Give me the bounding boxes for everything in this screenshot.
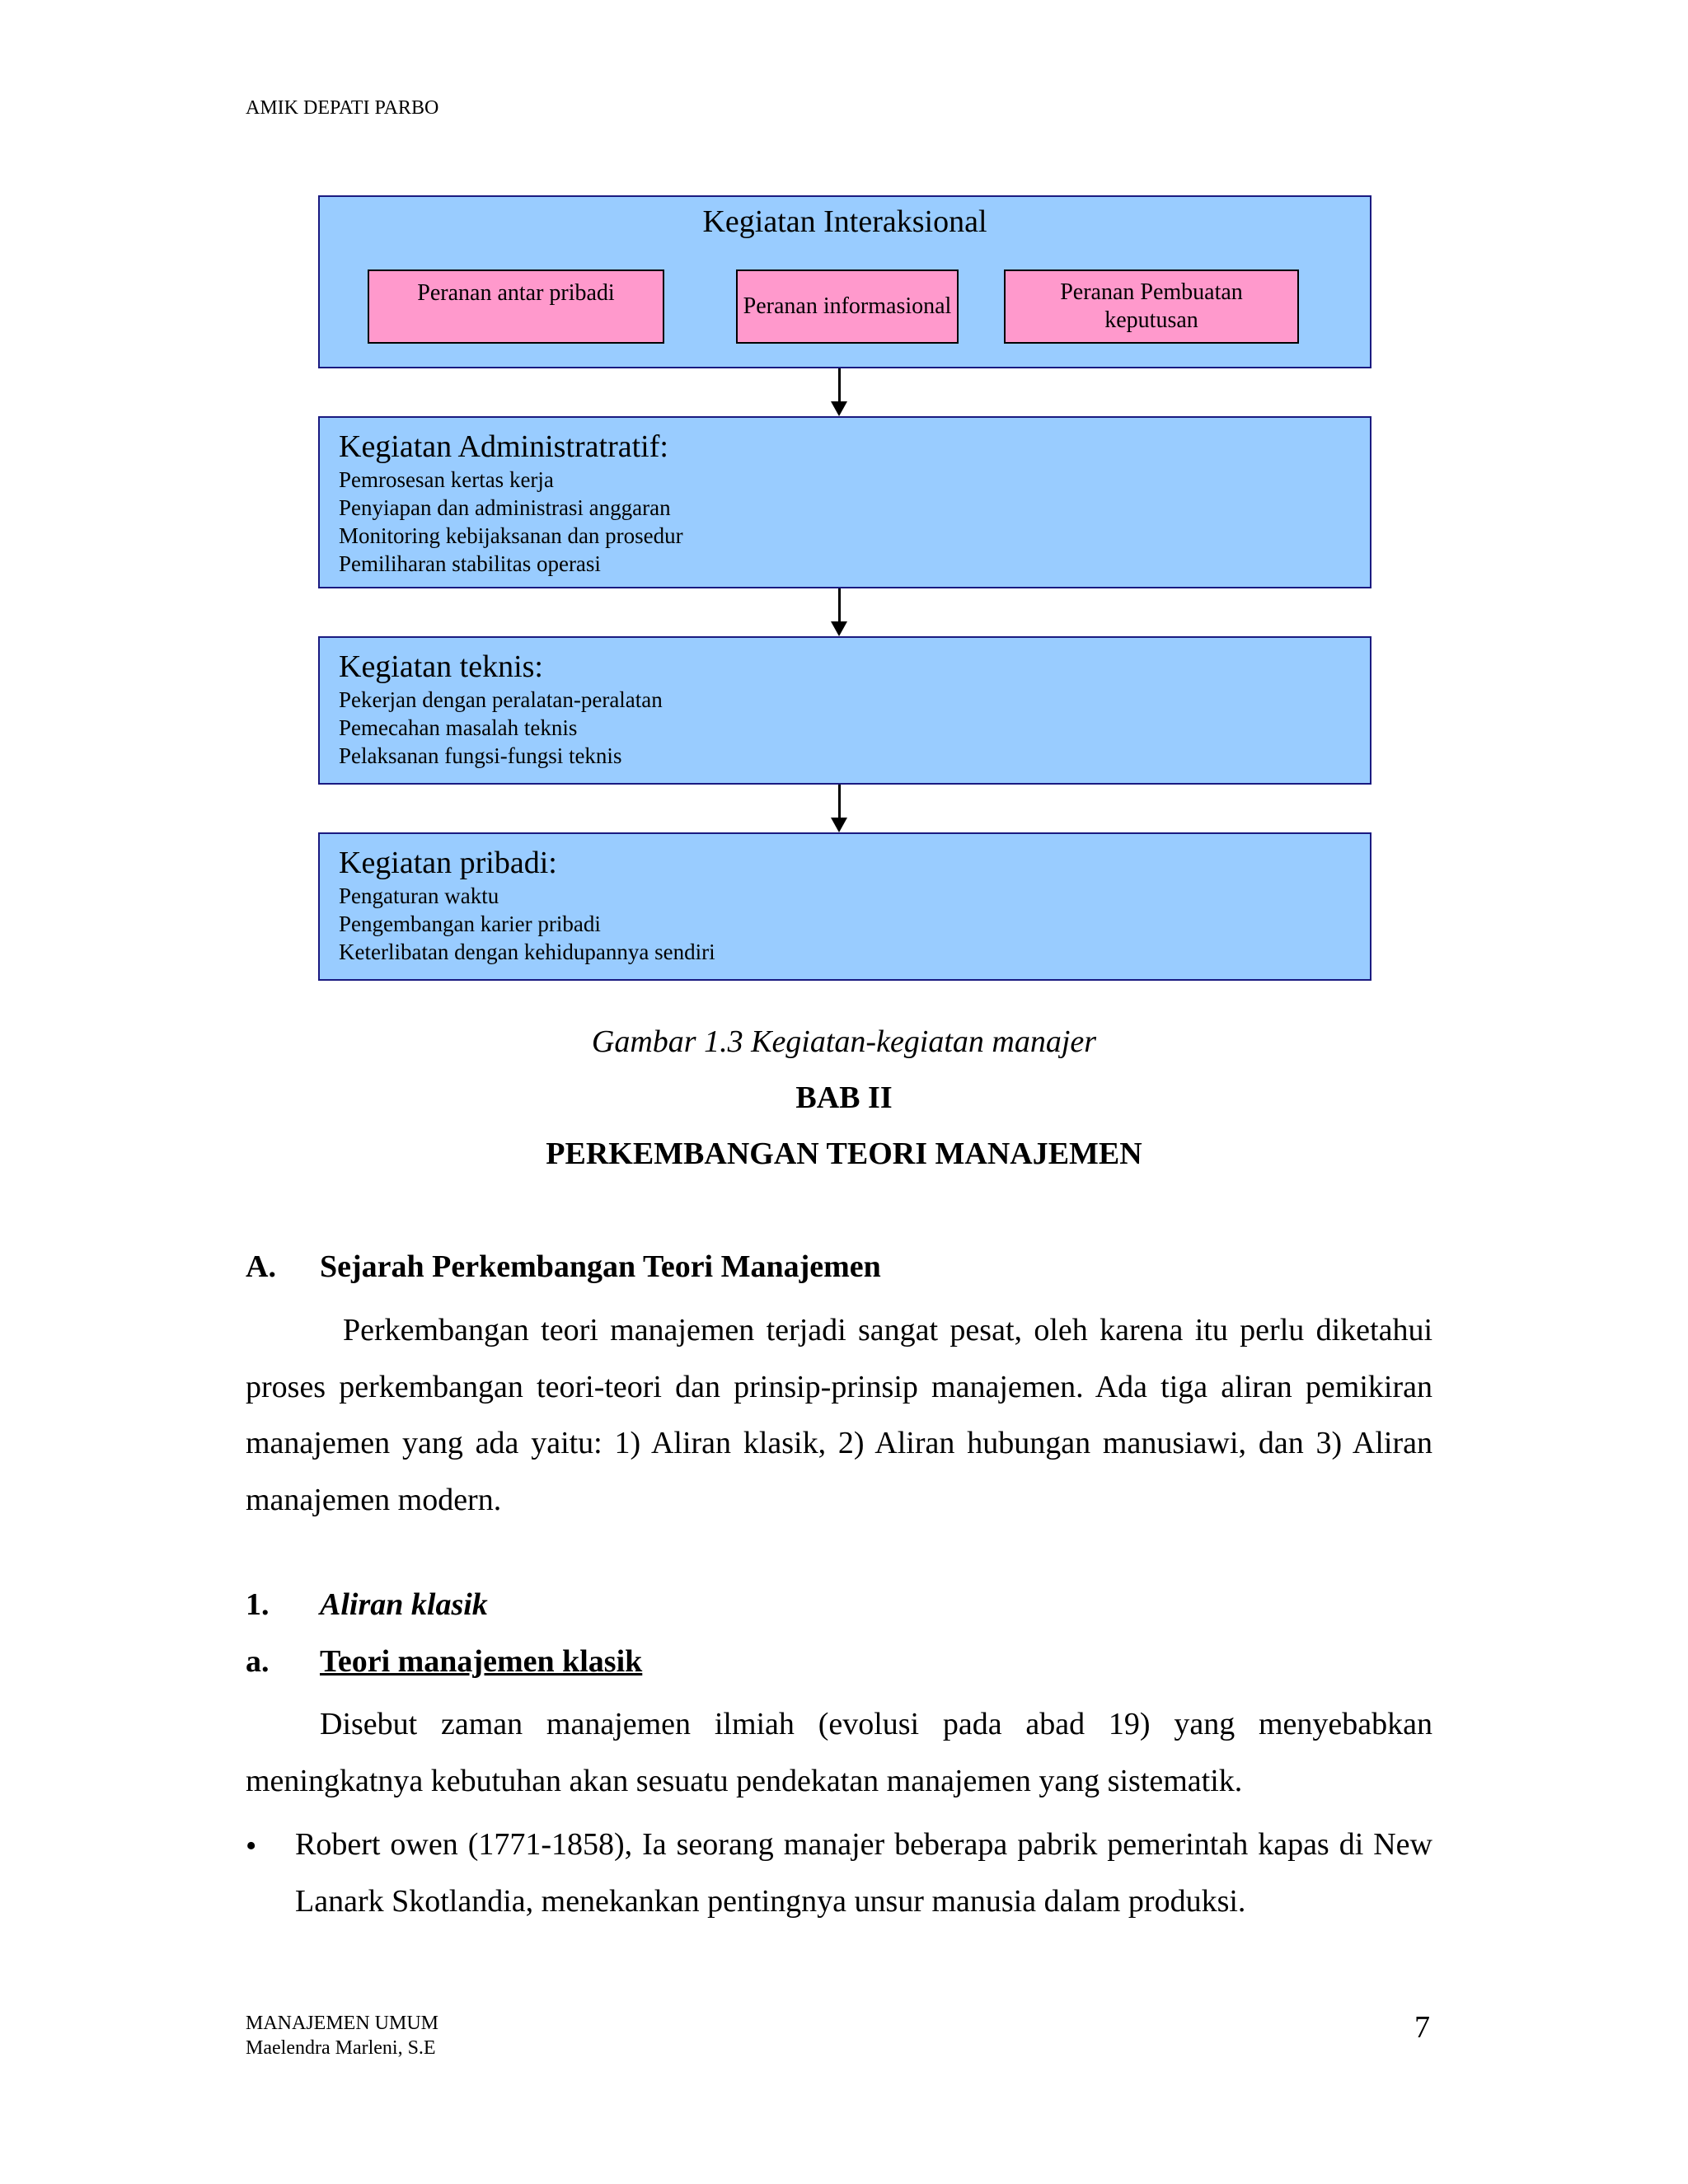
- role-informasional: Peranan informasional: [736, 269, 959, 344]
- figure-caption: Gambar 1.3 Kegiatan-kegiatan manajer: [591, 1024, 1097, 1059]
- bullet-icon: •: [246, 1829, 257, 1863]
- footer: [246, 2011, 438, 2060]
- chapter-label: BAB II: [795, 1080, 893, 1115]
- subsection-a-heading: Teori manajemen klasik: [320, 1644, 643, 1679]
- page-number: 7: [1414, 2010, 1430, 2045]
- arrow-connector: [838, 588, 841, 621]
- subsection-1-heading: Aliran klasik: [320, 1587, 488, 1622]
- box-administratif: [318, 416, 1372, 588]
- list-item: Keterlibatan dengan kehidupannya sendiri: [339, 940, 715, 964]
- list-item: Pemecahan masalah teknis: [339, 715, 578, 740]
- list-item: Pemiliharan stabilitas operasi: [339, 551, 601, 576]
- list-item: Pelaksanan fungsi-fungsi teknis: [339, 743, 622, 768]
- list-item: Pemrosesan kertas kerja: [339, 467, 554, 492]
- box-teknis-list: [339, 686, 663, 770]
- bullet-item: Robert owen (1771-1858), Ia seorang manajer beberapa pabrik pemerintah kapas di New Lanark Skotlandia, menekankan pentingnya unsur manusia dalam produksi.: [295, 1827, 1432, 1919]
- footer-author: Maelendra Marleni, S.E: [246, 2037, 436, 2059]
- section-a-marker: A.: [246, 1249, 276, 1284]
- chapter-title: PERKEMBANGAN TEORI MANAJEMEN: [546, 1137, 1142, 1171]
- list-item: Monitoring kebijaksanan dan prosedur: [339, 523, 683, 548]
- list-item: Pengaturan waktu: [339, 883, 499, 908]
- box-teknis-title: Kegiatan teknis:: [339, 649, 543, 684]
- subsection-a-paragraph: Disebut zaman manajemen ilmiah (evolusi pada abad 19) yang menyebabkan meningkatnya kebutuhan akan sesuatu pendekatan manajemen yang sistematik.: [246, 1707, 1432, 1798]
- arrow-connector: [838, 785, 841, 818]
- arrow-head-icon: [831, 818, 847, 832]
- arrow-head-icon: [831, 401, 847, 416]
- box-teknis: [318, 636, 1372, 785]
- box-interaksional-title: Kegiatan Interaksional: [702, 204, 987, 239]
- section-a-heading: Sejarah Perkembangan Teori Manajemen: [320, 1249, 881, 1284]
- section-a-paragraph: Perkembangan teori manajemen terjadi sangat pesat, oleh karena itu perlu diketahui proses perkembangan teori-teori dan prinsip-prinsip manajemen. Ada tiga aliran pemikiran manajemen yang ada yaitu: 1) Aliran klasik, 2) Aliran hubungan manusiawi, dan 3) Aliran manajemen modern.: [246, 1313, 1432, 1517]
- arrow-head-icon: [831, 621, 847, 636]
- list-item: Penyiapan dan administrasi anggaran: [339, 495, 671, 520]
- list-item: Pekerjan dengan peralatan-peralatan: [339, 687, 663, 712]
- box-administratif-title: Kegiatan Administratratif:: [339, 429, 668, 464]
- subsection-a-marker: a.: [246, 1644, 270, 1679]
- box-pribadi-list: [339, 882, 715, 966]
- role-pembuatan-keputusan: Peranan Pembuatan keputusan: [1004, 269, 1299, 344]
- box-administratif-list: [339, 466, 683, 578]
- footer-course: MANAJEMEN UMUM: [246, 2013, 439, 2034]
- subsection-1-marker: 1.: [246, 1587, 270, 1622]
- page-header: AMIK DEPATI PARBO: [246, 97, 439, 119]
- box-pribadi: [318, 832, 1372, 981]
- box-pribadi-title: Kegiatan pribadi:: [339, 846, 557, 880]
- list-item: Pengembangan karier pribadi: [339, 912, 601, 936]
- arrow-connector: [838, 368, 841, 401]
- box-interaksional: [318, 195, 1372, 368]
- role-antar-pribadi: Peranan antar pribadi: [368, 269, 664, 344]
